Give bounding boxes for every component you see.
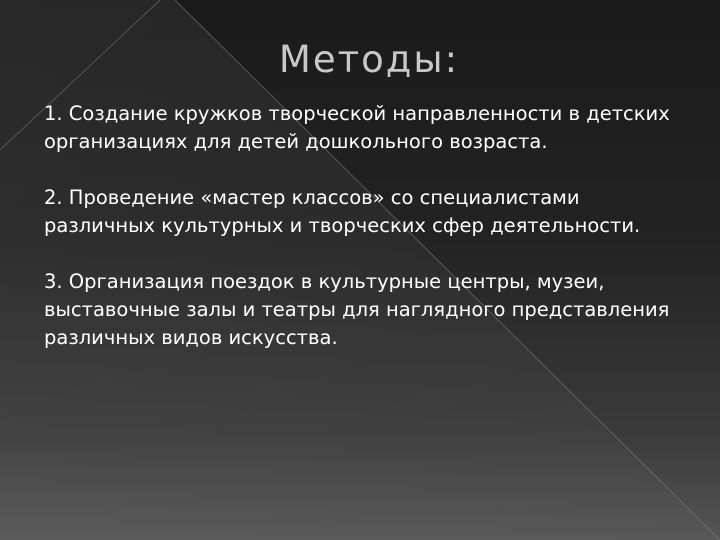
methods-list [44,100,694,380]
method-item-3: 3. Организация поездок в культурные центры, музеи, выставочные залы и театры для наглядного представления различных видов искусства. [44,270,670,349]
method-item-1: 1. Создание кружков творческой направленности в детских организациях для детей дошкольного возраста. [44,102,670,153]
method-item-2: 2. Проведение «мастер классов» со специалистами различных культурных и творческих сфер деятельности. [44,186,641,237]
slide-title: Методы: [278,38,460,81]
